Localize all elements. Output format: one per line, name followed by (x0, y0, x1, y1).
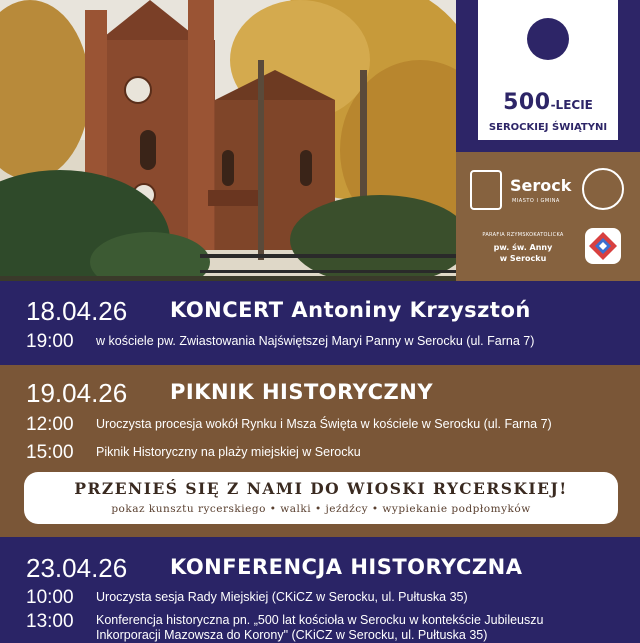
event-description-continued: Inkorporacji Mazowsza do Korony" (CKiCZ w Serocku, ul. Pułtuska 35) (96, 628, 488, 642)
event-title: KONCERT Antoniny Krzysztoń (170, 298, 531, 322)
event-section-1 (0, 281, 640, 365)
circle-emblem (527, 18, 569, 60)
parish-label: PARAFIA RZYMSKOKATOLICKA (482, 232, 564, 238)
event-section-3 (0, 537, 640, 640)
event-time: 19:00 (26, 331, 74, 352)
jubilee-subtitle: SEROCKIEJ ŚWIĄTYNI (488, 122, 608, 133)
promo-subtitle: pokaz kunsztu rycerskiego • walki • jeźdźcy • wypiekanie podpłomyków (111, 503, 531, 515)
event-section-2 (0, 365, 640, 537)
partner-logos (456, 152, 640, 281)
event-description: Uroczysta sesja Rady Miejskiej (CKiCZ w Serocku, ul. Pułtuska 35) (96, 590, 468, 604)
jubilee-number-suffix: -LECIE (550, 98, 593, 112)
jubilee-number-value: 500 (503, 90, 551, 115)
event-time: 15:00 (26, 442, 74, 463)
event-date: 18.04.26 (26, 296, 128, 326)
parish-line-1: pw. św. Anny (493, 243, 553, 252)
church-photo (0, 0, 456, 281)
event-time: 13:00 (26, 611, 74, 632)
jubilee-logo (478, 0, 618, 140)
parish-name (460, 242, 586, 264)
church-illustration (0, 0, 456, 281)
event-description: w kościele pw. Zwiastowania Najświętszej Maryi Panny w Serocku (ul. Farna 7) (96, 334, 535, 348)
event-description: Piknik Historyczny na plaży miejskiej w Serocku (96, 445, 361, 459)
event-title: PIKNIK HISTORYCZNY (170, 380, 434, 404)
event-description: Uroczysta procesja wokół Rynku i Msza Święta w kościele w Serocku (ul. Farna 7) (96, 417, 552, 431)
jubilee-number (478, 90, 618, 115)
event-time: 12:00 (26, 414, 74, 435)
event-time: 10:00 (26, 587, 74, 608)
serock-name: Serock (510, 176, 572, 195)
promo-title: PRZENIEŚ SIĘ Z NAMI DO WIOSKI RYCERSKIEJ! (74, 479, 568, 498)
event-description: Konferencja historyczna pn. „500 lat kościoła w Serocku w kontekście Jubileuszu (96, 613, 544, 627)
parish-line-2: w Serocku (499, 254, 547, 263)
serock-subtitle: MIASTO I GMINA (512, 198, 560, 204)
round-seal-icon (582, 168, 624, 210)
event-date: 23.04.26 (26, 553, 128, 583)
event-title: KONFERENCJA HISTORYCZNA (170, 555, 523, 579)
ckicz-logo-icon (585, 228, 621, 264)
event-date: 19.04.26 (26, 378, 128, 408)
serock-crest-icon (470, 170, 502, 210)
promo-banner (24, 472, 618, 524)
jubilee-badge (456, 0, 640, 152)
